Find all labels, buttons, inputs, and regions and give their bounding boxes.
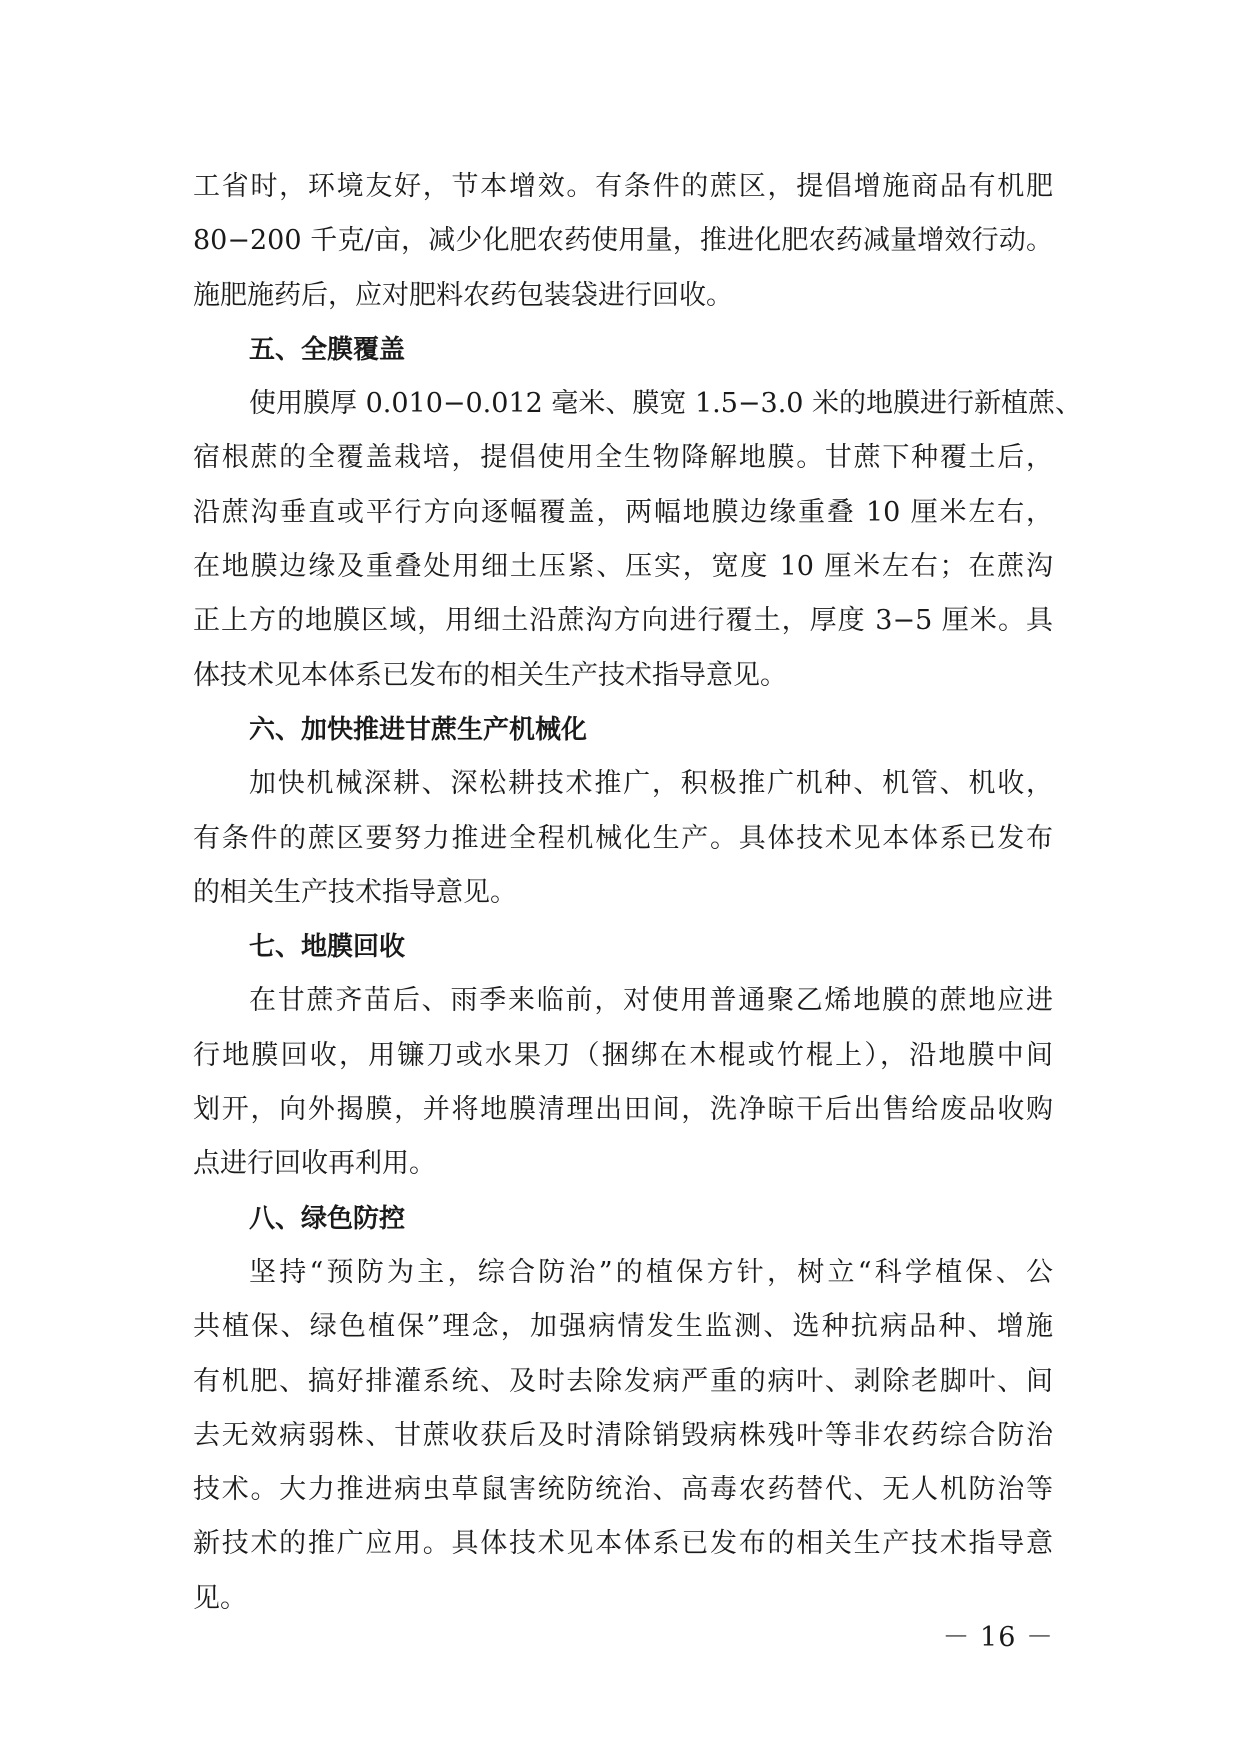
text-line: 共植保、绿色植保”理念，加强病情发生监测、选种抗病品种、增施 [193, 1311, 1053, 1343]
text-line: 技术。大力推进病虫草鼠害统防统治、高毒农药替代、无人机防治等 [193, 1474, 1053, 1506]
text-line: 有条件的蔗区要努力推进全程机械化生产。具体技术见本体系已发布 [193, 822, 1053, 854]
text-line: 体技术见本体系已发布的相关生产技术指导意见。 [193, 659, 787, 691]
text-line: 施肥施药后，应对肥料农药包装袋进行回收。 [193, 279, 733, 311]
text-line: 行地膜回收，用镰刀或水果刀（捆绑在木棍或竹棍上），沿地膜中间 [193, 1039, 1053, 1071]
text-line: 加快机械深耕、深松耕技术推广，积极推广机种、机管、机收， [249, 768, 1053, 800]
text-line: 有机肥、搞好排灌系统、及时去除发病严重的病叶、剥除老脚叶、间 [193, 1365, 1053, 1397]
text-line: 的相关生产技术指导意见。 [193, 876, 517, 908]
text-line: 80−200 千克/亩，减少化肥农药使用量，推进化肥农药减量增效行动。 [193, 225, 1053, 257]
text-line: 新技术的推广应用。具体技术见本体系已发布的相关生产技术指导意 [193, 1528, 1053, 1560]
text-line: 沿蔗沟垂直或平行方向逐幅覆盖，两幅地膜边缘重叠 10 厘米左右， [193, 496, 1053, 528]
text-line: 点进行回收再利用。 [193, 1148, 436, 1180]
section-heading: 八、绿色防控 [249, 1203, 406, 1234]
text-line: 使用膜厚 0.010−0.012 毫米、膜宽 1.5−3.0 米的地膜进行新植蔗、 [249, 388, 1083, 420]
text-line: 划开，向外揭膜，并将地膜清理出田间，洗净晾干后出售给废品收购 [193, 1094, 1053, 1126]
text-line: 去无效病弱株、甘蔗收获后及时清除销毁病株残叶等非农药综合防治 [193, 1419, 1053, 1451]
section-heading: 六、加快推进甘蔗生产机械化 [249, 714, 588, 745]
text-line: 在地膜边缘及重叠处用细土压紧、压实，宽度 10 厘米左右；在蔗沟 [193, 551, 1053, 583]
section-heading: 七、地膜回收 [249, 932, 406, 963]
section-heading: 五、全膜覆盖 [249, 334, 406, 365]
text-line: 在甘蔗齐苗后、雨季来临前，对使用普通聚乙烯地膜的蔗地应进 [249, 985, 1053, 1017]
text-line: 正上方的地膜区域，用细土沿蔗沟方向进行覆土，厚度 3−5 厘米。具 [193, 605, 1053, 637]
document-body [193, 160, 1083, 1626]
text-line: 见。 [193, 1582, 247, 1614]
text-line: 工省时，环境友好，节本增效。有条件的蔗区，提倡增施商品有机肥 [193, 171, 1053, 202]
page-number: － 16 － [942, 1622, 1054, 1653]
text-line: 宿根蔗的全覆盖栽培，提倡使用全生物降解地膜。甘蔗下种覆土后， [193, 442, 1053, 474]
text-line: 坚持“预防为主，综合防治”的植保方针，树立“科学植保、公 [249, 1256, 1053, 1288]
